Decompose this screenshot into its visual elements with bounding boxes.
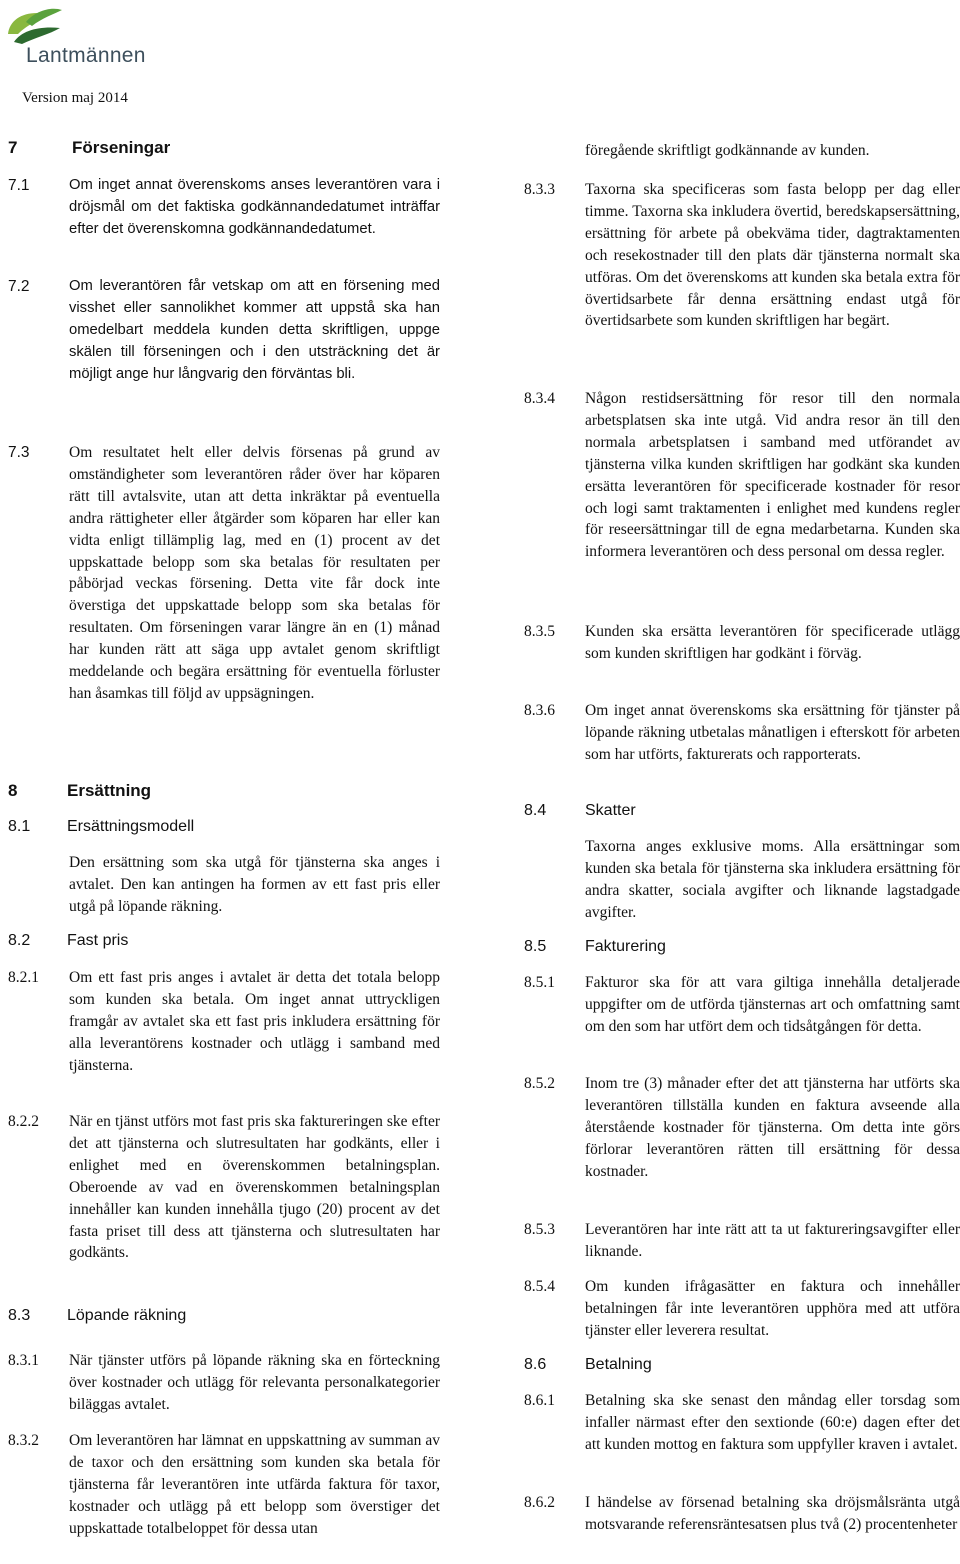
clause-number: 8.3.4 (524, 390, 555, 407)
clause-number: 8.6.2 (524, 1494, 555, 1511)
clause-text: När en tjänst utförs mot fast pris ska faktureringen ske efter det att tjänsterna och slutresultaten har godkänts, eller i enlighet med en överenskommen betalningsplan. Oberoende av vad en överenskommen betalningsplan innehåller kan kunden innehålla tjugo (20) procent av det fasta priset till dess att tjänsterna och slutresultaten har godkänts. (69, 1113, 440, 1262)
section-title: Fast pris (67, 932, 129, 949)
section-8-3-heading (8, 1307, 440, 1325)
clause-text: I händelse av försenad betalning ska dröjsmålsränta utgå motsvarande referensräntesatsen plus två (2) procentenheter (585, 1494, 960, 1533)
section-number: 8.6 (524, 1356, 547, 1373)
clause-7-1 (8, 175, 440, 241)
section-number: 8 (8, 781, 18, 800)
clause-number: 8.5.4 (524, 1278, 555, 1295)
section-8-heading (8, 781, 440, 801)
clause-8-2-1 (8, 967, 440, 1077)
clause-8-3-4 (524, 388, 960, 563)
clause-8-5-3 (524, 1219, 960, 1263)
clause-number: 8.5.3 (524, 1221, 555, 1238)
clause-text: Leverantören har inte rätt att ta ut faktureringsavgifter eller liknande. (585, 1221, 960, 1260)
clause-8-4-text (524, 836, 960, 924)
clause-8-1-text (8, 852, 440, 918)
clause-8-5-4 (524, 1276, 960, 1342)
clause-number: 8.3.2 (8, 1432, 39, 1449)
section-number: 8.5 (524, 938, 547, 955)
section-number: 7 (8, 138, 18, 157)
version-label: Version maj 2014 (22, 90, 128, 106)
clause-8-3-5 (524, 621, 960, 665)
clause-text: Om inget annat överenskoms anses leverantören vara i dröjsmål om det faktiska godkännandedatumet inträffar efter det överenskomna godkännandedatumet. (69, 177, 440, 237)
clause-text: Betalning ska ske senast den måndag eller torsdag som infaller närmast efter den sextionde (60:e) dagen efter det att kunden mottog en faktura som uppfyller kraven i avtalet. (585, 1392, 960, 1453)
section-8-1-heading (8, 818, 440, 836)
clause-text: Om leverantören har lämnat en uppskattning av summan av de taxor och den ersättning som kunden ska betala för tjänsterna får leverantören inte utfärda faktura för taxor, kostnader och utlägg på ett belopp som överstiger det uppskattade totalbeloppet för dessa utan (69, 1432, 440, 1537)
clause-text: Om inget annat överenskoms ska ersättning för tjänster på löpande räkning utbetalas månatligen i efterskott för arbeten som har utförts, fakturerats och rapporterats. (585, 702, 960, 763)
clause-text: Inom tre (3) månader efter det att tjänsterna har utförts ska leverantören tillställa kunden en faktura avseende alla återstående kostnader för tjänsterna. Om detta inte görs förlorar leverantören rätten till ersättning för dessa kostnader. (585, 1075, 960, 1180)
clause-continuation (524, 140, 960, 162)
section-8-6-heading (524, 1356, 960, 1374)
clause-8-2-2 (8, 1111, 440, 1264)
section-title: Löpande räkning (67, 1307, 187, 1324)
section-number: 8.4 (524, 802, 547, 819)
section-8-5-heading (524, 938, 960, 956)
clause-7-2 (8, 276, 440, 386)
clause-text: Om resultatet helt eller delvis försenas på grund av omständigheter som leverantören råder över har köparen rätt till avtalsvite, utan att detta inkräktar på eventuella andra rättigheter eller åtgärder som köparen har eller kan vidta enligt tillämplig lag, med en (1) procent av det uppskattade belopp som ska betalas för resultaten per påbörjad veckas försening. Detta vite får dock inte överstiga det uppskattade belopp som ska betalas för resultaten. Om förseningen varar längre än en (1) månad har kunden rätt att säga upp avtalet genom skriftligt meddelande och begära ersättning för eventuella förluster han åsamkas till följd av uppsägningen. (69, 444, 440, 702)
clause-text: Kunden ska ersätta leverantören för specificerade utlägg som kunden skriftligen har godkänt i förväg. (585, 623, 960, 662)
clause-text: Taxorna anges exklusive moms. Alla ersättningar som kunden ska betala för tjänsterna ska inkludera ersättning för andra skatter, sociala avgifter och liknande lagstadgade avgifter. (585, 838, 960, 921)
clause-number: 8.5.1 (524, 974, 555, 991)
section-number: 8.3 (8, 1307, 31, 1324)
section-number: 8.2 (8, 932, 31, 949)
section-8-4-heading (524, 802, 960, 820)
clause-text: Om ett fast pris anges i avtalet är detta det totala belopp som kunden ska betala. Om inget annat uttryckligen framgår av avtalet ska ett fast pris inkludera ersättning för alla leverantörens kostnader och utlägg i samband med tjänsterna. (69, 969, 440, 1074)
clause-text: När tjänster utförs på löpande räkning ska en förteckning över kostnader och utlägg för relevanta personalkategorier biläggas avtalet. (69, 1352, 440, 1413)
clause-text: Någon restidsersättning för resor till den normala arbetsplatsen ska inte utgå. Vid andra resor än till den normala arbetsplatsen i samband med utförandet av tjänsterna vilka kunden skriftligen har godkänt ska kunden ersätta leverantören för specificerade kostnader för resor och logi samt traktamenten i enlighet med kundens regler för reseersättningar till de egna medarbetarna. Kunden ska informera leverantören och dess personal om dessa regler. (585, 390, 960, 561)
clause-8-6-1 (524, 1390, 960, 1456)
clause-number: 8.6.1 (524, 1392, 555, 1409)
clause-text: Om kunden ifrågasätter en faktura och innehåller betalningen får inte leverantören upphöra med att utföra tjänster eller leverera resultat. (585, 1278, 960, 1339)
clause-text: Om leverantören får vetskap om att en försening med visshet eller sannolikhet kommer att uppstå ska han omedelbart meddela kunden detta skriftligen, uppge skälen till förseningen och i den utsträckning det är möjligt ange hur långvarig den förväntas bli. (69, 278, 440, 382)
section-title: Förseningar (72, 138, 171, 157)
clause-8-5-1 (524, 972, 960, 1038)
clause-8-3-3 (524, 179, 960, 332)
clause-number: 8.2.2 (8, 1113, 39, 1130)
clause-number: 7.2 (8, 278, 30, 295)
clause-text: Taxorna ska specificeras som fasta belopp per dag eller timme. Taxorna ska inkludera övertid, beredskapsersättning, ersättning för arbete på obekväma tider, dagtraktamenten och resekostnader till den plats där tjänsterna normalt ska utföras. Om det överenskoms att kunden ska betala extra för övertidsarbete får denna ersättning endast utgå för övertidsarbete som kunden skriftligen har begärt. (585, 181, 960, 330)
clause-8-5-2 (524, 1073, 960, 1183)
clause-text: Fakturor ska för att vara giltiga innehålla detaljerade uppgifter om de utförda tjänsternas art och omfattning samt om den som har utfört dem och tidsåtgången för detta. (585, 974, 960, 1035)
section-title: Ersättning (67, 781, 152, 800)
clause-text: Den ersättning som ska utgå för tjänsterna ska anges i avtalet. Den kan antingen ha formen av ett fast pris eller utgå på löpande räkning. (69, 854, 440, 915)
section-number: 8.1 (8, 818, 31, 835)
clause-number: 8.2.1 (8, 969, 39, 986)
section-title: Fakturering (585, 938, 666, 955)
section-8-2-heading (8, 932, 440, 950)
section-title: Betalning (585, 1356, 652, 1373)
clause-number: 7.1 (8, 177, 30, 194)
clause-8-6-2 (524, 1492, 960, 1536)
clause-number: 8.3.5 (524, 623, 555, 640)
section-title: Skatter (585, 802, 636, 819)
clause-8-3-1 (8, 1350, 440, 1416)
clause-7-3 (8, 442, 440, 705)
clause-number: 8.3.3 (524, 181, 555, 198)
logo-text: Lantmännen (26, 44, 146, 67)
clause-8-3-2 (8, 1430, 440, 1540)
section-7-heading (8, 138, 440, 158)
section-title: Ersättningsmodell (67, 818, 195, 835)
clause-number: 8.3.1 (8, 1352, 39, 1369)
clause-number: 7.3 (8, 444, 30, 461)
clause-text: föregående skriftligt godkännande av kunden. (585, 142, 870, 159)
clause-number: 8.5.2 (524, 1075, 555, 1092)
clause-8-3-6 (524, 700, 960, 766)
clause-number: 8.3.6 (524, 702, 555, 719)
